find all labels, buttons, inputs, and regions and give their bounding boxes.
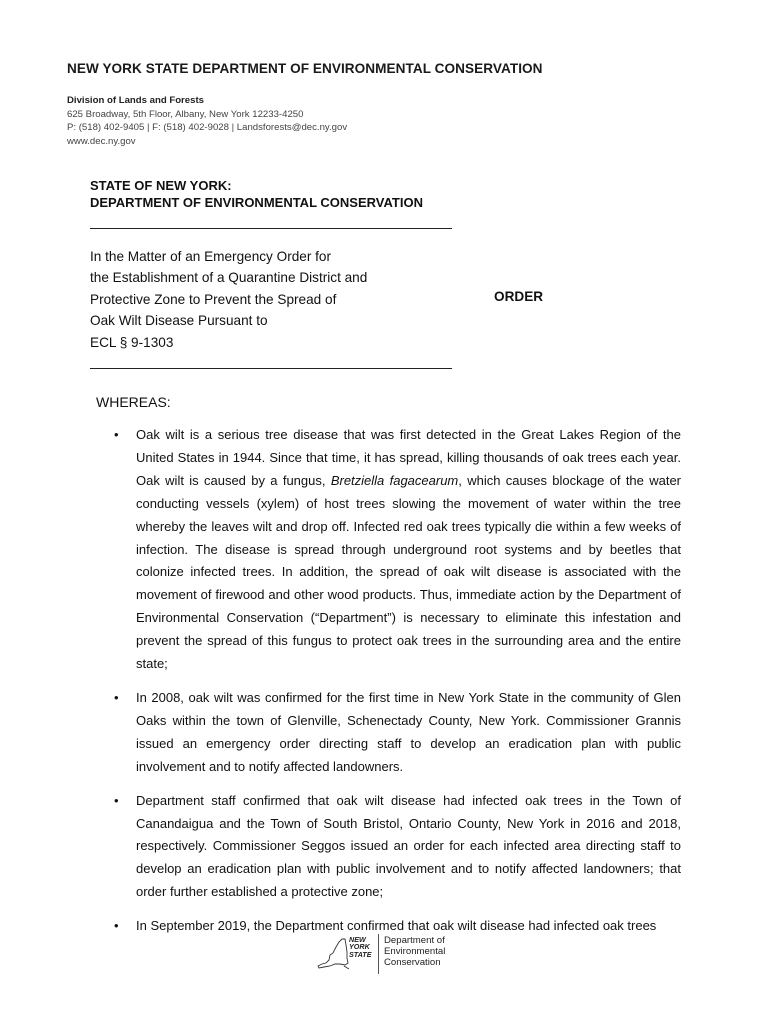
dec-wordmark-line: Department of <box>384 935 445 946</box>
agency-heading: NEW YORK STATE DEPARTMENT OF ENVIRONMENTAL CONSERVATION <box>67 61 543 76</box>
bullet-icon: • <box>114 427 119 442</box>
whereas-clause <box>0 687 770 779</box>
clause-text: Department staff confirmed that oak wilt disease had infected oak trees in the Town of Canandaigua and the Town of South Bristol, Ontario County, New York in 2016 and 2018, respectively. Commissioner Seggos issued an order for each infected area directing staff to develop an eradication plan with public involvement and to notify affected landowners; that order further established a protective zone; <box>136 792 681 900</box>
ny-wordmark-line: STATE <box>349 949 372 959</box>
clause-text: In September 2019, the Department confirmed that oak wilt disease had infected oak trees <box>136 918 657 934</box>
new-york-state-outline-icon <box>316 936 350 972</box>
fungus-species-name: Bretziella fagacearum <box>330 472 459 488</box>
ny-state-wordmark <box>349 936 379 958</box>
matter-line: ECL § 9-1303 <box>90 334 174 350</box>
office-address: 625 Broadway, 5th Floor, Albany, New York 12233-4250 <box>67 108 304 120</box>
caption-state: STATE OF NEW YORK: <box>90 178 232 193</box>
order-label: ORDER <box>494 289 544 304</box>
clause-text: In 2008, oak wilt was confirmed for the first time in New York State in the community of Glen Oaks within the town of Glenville, Schenectady County, New York. Commissioner Grannis issued an emergency order directing staff to develop an eradication plan with public involvement and to notify affected landowners. <box>136 689 681 774</box>
matter-line: the Establishment of a Quarantine District and <box>90 270 368 286</box>
whereas-clauses <box>0 424 770 952</box>
ny-wordmark-line: YORK <box>349 942 370 952</box>
phone-fax-email: P: (518) 402-9405 | F: (518) 402-9028 | Landsforests@dec.ny.gov <box>67 122 348 134</box>
bullet-icon: • <box>114 792 119 808</box>
bullet-icon: • <box>114 918 119 934</box>
dec-wordmark-line: Conservation <box>384 956 441 968</box>
matter-line: Protective Zone to Prevent the Spread of <box>90 291 337 307</box>
matter-title <box>90 246 367 353</box>
dec-wordmark-line: Environmental <box>384 945 446 957</box>
clause-text <box>136 424 681 676</box>
division-name: Division of Lands and Forests <box>67 95 204 106</box>
letterhead-contact-block <box>67 94 347 148</box>
case-caption <box>90 178 423 211</box>
whereas-heading: WHEREAS: <box>96 394 171 410</box>
ny-wordmark-line: NEW <box>349 935 366 944</box>
caption-rule-top <box>90 228 452 229</box>
matter-line: In the Matter of an Emergency Order for <box>90 249 332 264</box>
website: www.dec.ny.gov <box>67 135 136 147</box>
clause-text-part: , which causes blockage of the water conducting vessels (xylem) of host trees slowing the movement of water within the tree whereby the leaves wilt and drop off. Infected red oak trees typically die within a few weeks of infection. The disease is spread through underground root systems and by beetles that colonize infected trees. In addition, the spread of oak wilt disease is associated with the movement of firewood and other wood products. Thus, immediate action by the Department of Environmental Conservation (“Department”) is necessary to eliminate this infestation and prevent the spread of this fungus to protect oak trees in the surrounding area and the entire state; <box>136 472 682 672</box>
logo-divider <box>378 934 379 974</box>
caption-rule-bottom <box>90 368 452 369</box>
matter-line: Oak Wilt Disease Pursuant to <box>90 313 268 329</box>
caption-department: DEPARTMENT OF ENVIRONMENTAL CONSERVATION <box>90 194 423 210</box>
clause-text-part: Oak wilt is a serious tree disease that was first detected in the Great Lakes Region of the United States in 1944. Since that time, it has spread, killing thousands of oak trees each year. Oak wilt is caused by a fungus, <box>136 427 681 488</box>
whereas-clause <box>0 790 770 905</box>
dec-wordmark <box>384 936 445 968</box>
bullet-icon: • <box>114 689 119 705</box>
whereas-clause <box>0 424 770 676</box>
dec-footer-logo <box>316 934 466 974</box>
